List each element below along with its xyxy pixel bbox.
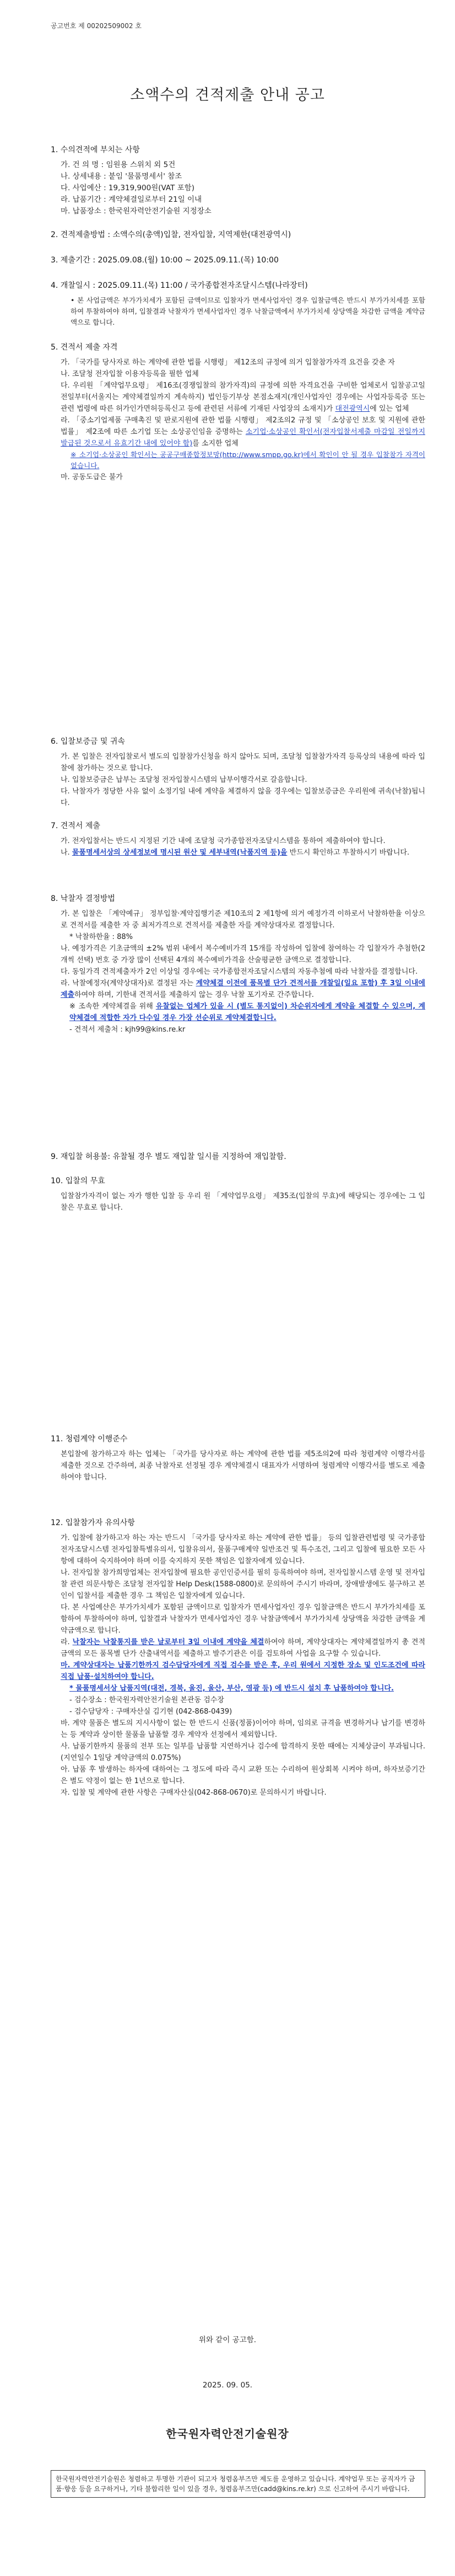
section-4-heading: 4. 개찰일시 : 2025.09.11.(목) 11:00 / 국가종합전자조달시스템(나라장터) [51, 281, 308, 290]
s6-a: 가. 본 입찰은 전자입찰로서 별도의 입찰참가신청을 하지 않아도 되며, 조달청 입찰참가자격 등록상의 내용에 따라 입찰에 참가하는 것으로 합니다. [61, 753, 425, 772]
s12-e: 마. 계약상대자는 납품기한까지 검수담당자에게 직접 검수를 받은 후, 우리 원에서 지정한 장소 및 인도조건에 따라 직접 납품·설치하여야 합니다. [61, 1661, 425, 1681]
s12-a: 가. 입찰에 참가하고자 하는 자는 반드시 「국가를 당사자로 하는 계약에 관한 법률」 등의 입찰관련법령 및 국가종합전자조달시스템 전자입찰특별유의서, 입찰유의서, 물품구매계약 일반조건 및 특수조건, 그리고 입찰에 필요한 모든 사항에 대하여 숙지하여야 하며 이를 숙지하지 못한 책임은 입찰자에게 있습니다. [61, 1534, 425, 1565]
s6-b: 나. 입찰보증금은 납부는 조달청 전자입찰시스템의 납부이행각서로 갈음합니다. [61, 776, 307, 784]
s12-h: 아. 납품 후 발생하는 하자에 대하여는 그 정도에 따라 즉시 교환 또는 수리하여 원상회복 시켜야 하며, 하자보증기간은 별도 약정이 없는 한 1년으로 합니다. [61, 1765, 425, 1785]
s1-item: 나. 상세내용 : 붙임 '물품명세서' 참조 [61, 172, 182, 181]
section-5 [51, 342, 425, 483]
s5-b: 나. 조달청 전자입찰 이용자등록을 필한 업체 [61, 370, 199, 378]
section-7-heading: 7. 견적서 제출 [51, 822, 100, 830]
page-title: 소액수의 견적제출 안내 공고 [130, 87, 325, 104]
s8-a-sub: * 낙찰하한율 : 88% [69, 933, 133, 941]
s12-c: 다. 본 사업예산은 부가가치세가 포함된 금액이므로 입찰자가 면세사업자인 경우 입찰금액은 반드시 부가가치세를 포함하여 투찰하여야 하며, 입찰결과 낙찰자가 면세사업자인 경우 낙찰금액에서 부가가치세 상당액을 차감한 금액을 계약금액으로 합니다. [61, 1603, 425, 1635]
s8-d: 라. 낙찰예정자(계약상대자)로 결정된 자는 계약체결 이전에 품목별 단가 견적서를 개찰일(일요 포함) 후 3일 이내에 제출하여야 하며, 기한내 견적서를 제출하지 않는 경우 낙찰 포기자로 간주합니다. [61, 979, 425, 999]
s12-i: 자. 입찰 및 계약에 관한 사항은 구매자산실(042-868-0670)로 문의하시기 바랍니다. [61, 1789, 327, 1797]
s7-b: 나. 물품명세서상의 상세정보에 명시된 원산 및 세부내역(낙품지역 등)을 반드시 확인하고 투찰하시기 바랍니다. [61, 849, 410, 857]
s5-d: 라. 「중소기업제품 구매촉진 및 판로지원에 관한 법률 시행령」 제2조의2 규정 및 「소상공인 보호 및 지원에 관한 법률」 제2조에 따른 소기업 또는 소상공인임을 증명하는 소기업·소상공인 확인서(전자입찰서제출 마감일 전일까지 발급된 것으로서 유효기간 내에 있어야 함)를 소지한 업체 [61, 416, 425, 448]
section-5-heading: 5. 견적서 제출 자격 [51, 343, 118, 352]
section-10-heading: 10. 입찰의 무효 [51, 1177, 105, 1185]
s6-c: 다. 낙찰자가 정당한 사유 없이 소정기일 내에 계약을 체결하지 않을 경우에는 입찰보증금은 우리원에 귀속(낙찰)됩니다. [61, 787, 425, 807]
section-2: 2. 견적제출방법 : 소액수의(총액)입찰, 전자입찰, 지역제한(대전광역시) [51, 230, 291, 239]
section-12-heading: 12. 입찰참가자 유의사항 [51, 1518, 135, 1527]
s12-e-list-item: - 검수장소 : 한국원자력안전기술원 본관동 검수장 [69, 1696, 224, 1704]
notice-number: 공고번호 제 00202509002 호 [51, 22, 142, 30]
certificate-link: 소기업·소상공인 확인서(전자입찰서제출 마감일 전일까지 발급된 것으로서 유효기간 내에 있어야 함) [61, 428, 425, 448]
section-10 [51, 1176, 425, 1214]
notice-date: 2025. 09. 05. [202, 2381, 253, 2390]
integrity-contact-box: 한국원자력안전기술원은 청렴하고 투명한 기관이 되고자 청렴옴부즈만 제도를 운영하고 있습니다. 계약업무 또는 공직자가 금품·향응 등을 요구하거나, 기타 불합리한 일이 있을 경우, 청렴옴부즈만(cadd@kins.re.kr) 으로 신고하여 주시기 바랍니다. [51, 2470, 425, 2498]
s8-c: 다. 동일가격 견적제출자가 2인 이상일 경우에는 국가종합전자조달시스템의 자동추첨에 따라 낙찰자를 결정합니다. [61, 968, 418, 976]
s8-email: - 견적서 제출처 : kjh99@kins.re.kr [69, 1026, 186, 1034]
s1-item: 라. 납품기간 : 계약체결일로부터 21일 이내 [61, 195, 202, 204]
section-6-heading: 6. 입찰보증금 및 귀속 [51, 737, 125, 746]
section-11 [51, 1434, 425, 1483]
issuing-org: 한국원자력안전기술원장 [166, 2427, 289, 2440]
s8-a: 가. 본 입찰은 「계약예규」 정부입찰·계약집행기준 제10조의 2 제1항에 의거 예정가격 이하로서 낙찰하한율 이상으로 견적서를 제출한 자 중 최저가격으로 견적서를 제출한 자를 계약상대자로 결정합니다. [61, 910, 425, 930]
s5-a: 가. 「국가를 당사자로 하는 계약에 관한 법률 시행령」 제12조의 규정에 의거 입찰참가자격 요건을 갖춘 자 [61, 358, 395, 367]
s12-e-list-item: - 검수담당자 : 구매자산실 김기현 (042-868-0439) [69, 1708, 232, 1716]
s1-item: 가. 건 의 명 : 임원용 스위치 외 5건 [61, 160, 176, 169]
s12-g: 사. 납품기한까지 물품의 전부 또는 일부를 납품할 지연하거나 검수에 합격하지 못한 때에는 지체상금이 부과됩니다.(지연일수 1일당 계약금액의 0.075%) [61, 1742, 425, 1762]
section-3: 3. 제출기간 : 2025.09.08.(월) 10:00 ~ 2025.09.11.(목) 10:00 [51, 256, 279, 265]
section-7 [51, 820, 425, 858]
s5-e: 마. 공동도급은 불가 [61, 473, 123, 481]
section-9: 9. 재입찰 허용불: 유찰될 경우 별도 재입찰 일시를 지정하여 재입찰함. [51, 1152, 286, 1161]
section-1 [51, 144, 425, 217]
section-4 [51, 280, 425, 328]
section-6 [51, 736, 425, 809]
s8-b: 나. 예정가격은 기초금액의 ±2% 범위 내에서 복수예비가격 15개를 작성하여 입찰에 참여하는 각 입찰자가 추첨한(2개씩 선택) 번호 중 가장 많이 선택된 4개의 복수예비가격을 산술평균한 금액으로 결정합니다. [61, 944, 425, 964]
s10-text: 입찰참가자격이 없는 자가 행한 입찰 등 우리 원 「계약업무요령」 제35조(입찰의 무효)에 해당되는 경우에는 그 입찰은 무효로 합니다. [61, 1192, 425, 1212]
s5-c: 다. 우리원 「계약업무요령」 제16조(경쟁입찰의 참가자격)의 규정에 의한 자격요건을 구비한 업체로서 입찰공고일 전일부터(서울지는 계약체결일까지 계속하지) 법인등기부상 본점소재지(개인사업자인 경우에는 사업자등록증 또는 관련 법령에 따른 허가인가면허등록신고 등에 관련된 서류에 기재된 사업장의 소재지)가 대전광역시에 있는 업체 [61, 382, 425, 413]
s5-note[interactable]: ※ 소기업·소상공인 확인서는 공공구매종합정보망(http://www.smpp.go.kr)에서 확인이 안 될 경우 입찰참가 자격이 없습니다. [71, 450, 425, 470]
section-8-heading: 8. 낙찰자 결정방법 [51, 894, 115, 903]
s12-b: 나. 전자입찰 참가희망업체는 전자입찰에 필요한 공인인증서를 필히 등록하여야 하며, 전자입찰시스템 운영 및 전자입찰 관련 의문사항은 조달청 전자입찰 Help Desk(1588-0800)로 문의하여 주시기 바라며, 장애발생에도 불구하고 본인이 입찰서를 제출한 경우 그 책임은 입찰자에게 있습니다. [61, 1569, 425, 1600]
closing-text: 위와 같이 공고함. [198, 2336, 257, 2344]
s1-item: 마. 납품장소 : 한국원자력안전기술원 지정장소 [61, 207, 212, 216]
s11-text: 본입찰에 참가하고자 하는 업체는 「국가를 당사자로 하는 계약에 관한 법률 제5조의2에 따라 청렴계약 이행각서를 제출한 것으로 간주하며, 최종 낙찰자로 선정될 경우 계약체결시 대표자가 서명하여 청렴계약 이행각서를 별도로 제출하여야 합니다. [61, 1450, 425, 1482]
section-11-heading: 11. 청렴계약 이행준수 [51, 1435, 128, 1443]
section-8 [51, 893, 425, 1035]
section-12 [51, 1517, 425, 1799]
s8-d-sub: ※ 조속한 계약체결을 위해 유찰없는 업체가 있을 시 (별도 통지없이) 차순위자에게 계약을 체결할 수 있으며, 계약체결에 적합한 자가 다수일 경우 가장 선순위로 계약체결합니다. [69, 1002, 426, 1022]
s12-d: 라. 낙찰자는 낙찰통지를 받은 날로부터 3일 이내에 계약을 체결하여야 하며, 계약상대자는 계약체결일까지 총 견적금액의 모든 품목별 단가 산출내역서를 제출하고 발주기관은 이를 검토하여 사업을 요구할 수 있습니다. [61, 1638, 426, 1658]
section-1-heading: 1. 수의견적에 부치는 사항 [51, 146, 140, 154]
region-link: 대전광역시 [335, 405, 370, 413]
s12-e-sub: * 물품명세서상 납품지역(대전, 경북, 울진, 울산, 부산, 영광 등) 에 반드시 설치 후 납품하여야 합니다. [69, 1684, 394, 1693]
s1-item: 다. 사업예산 : 19,319,900원(VAT 포함) [61, 184, 194, 192]
s12-f: 바. 계약 물품은 별도의 지시사항이 없는 한 반드시 신품(정품)이어야 하며, 임의로 규격을 변경하거나 납기를 변경하는 등 계약과 상이한 물품을 납품할 경우 계약자 선정에서 제외합니다. [61, 1719, 425, 1739]
s4-bullet: • 본 사업금액은 부가가치세가 포함된 금액이므로 입찰자가 면세사업자인 경우 입찰금액은 반드시 부가가치세를 포함하여 투찰하여야 하며, 입찰결과 낙찰자가 면세사업자인 경우 낙찰금액에서 부가가치세 상당액을 차감한 금액을 계약금액으로 합니다. [71, 296, 425, 326]
s7-a: 가. 전자입찰서는 반드시 지정된 기간 내에 조달청 국가종합전자조달시스템을 통하여 제출하여야 합니다. [61, 837, 386, 845]
